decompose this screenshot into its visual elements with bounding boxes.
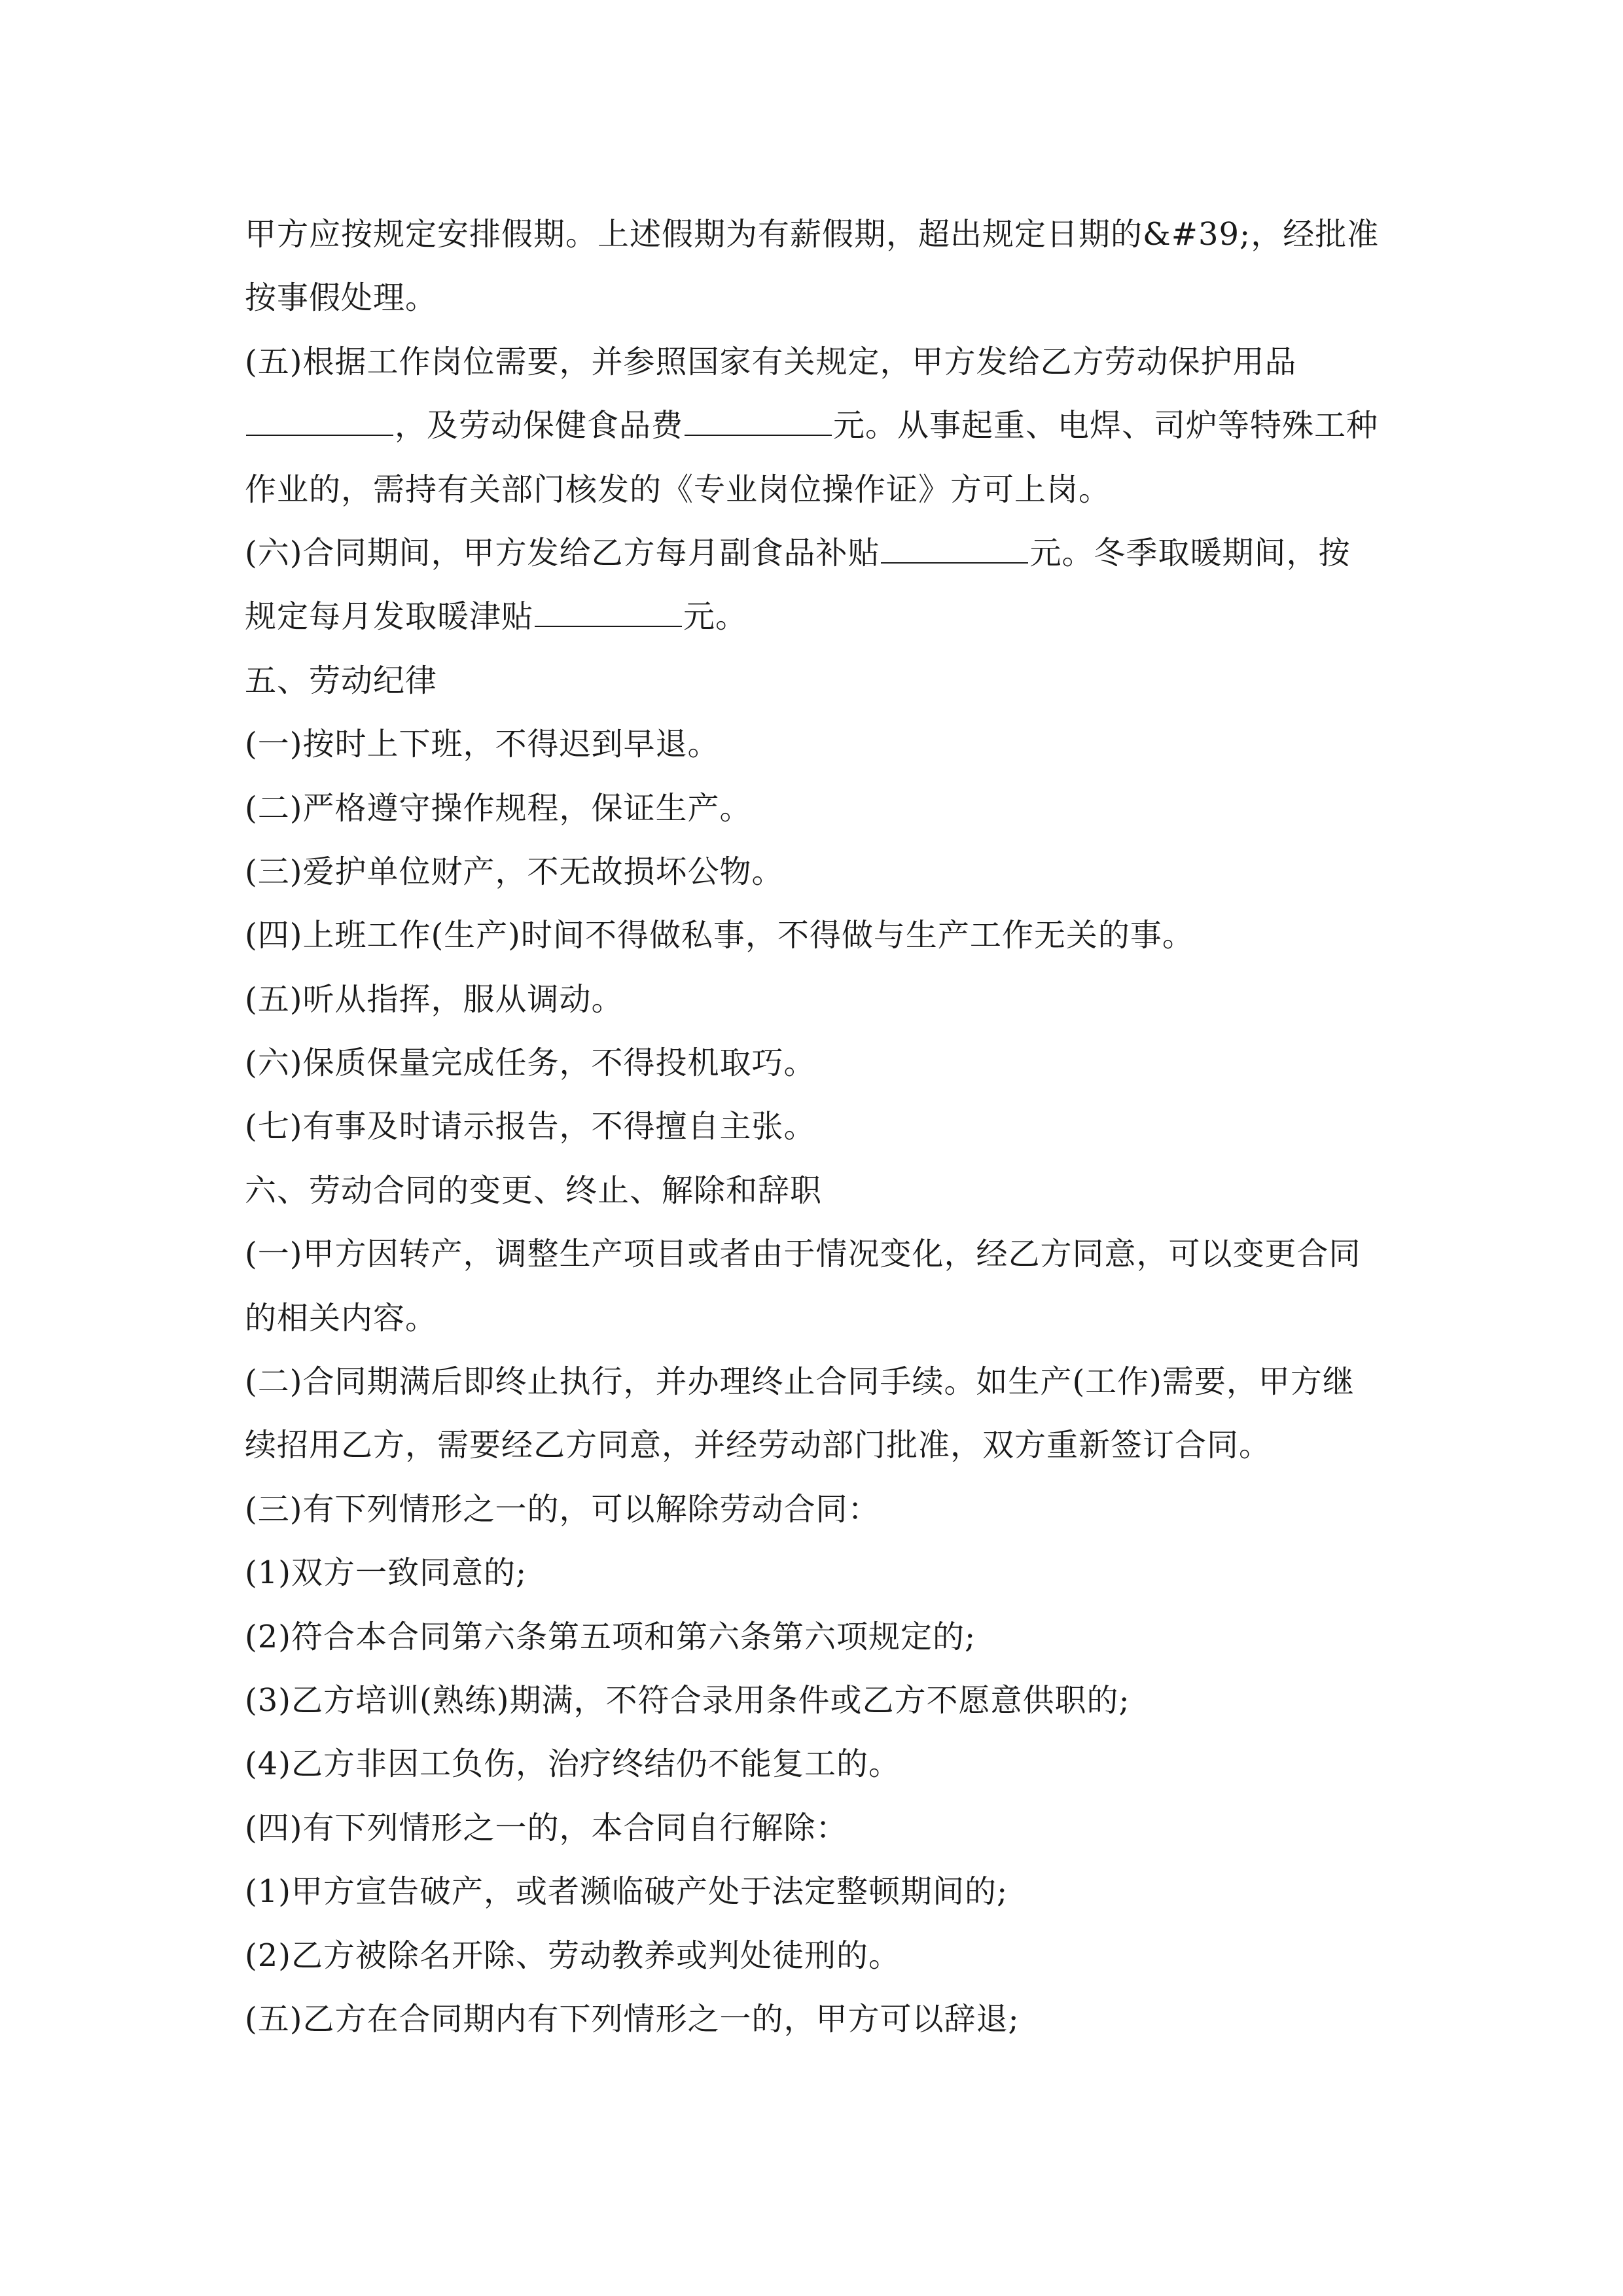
- section-heading: 五、劳动纪律: [245, 662, 438, 699]
- paragraph-line: (六)合同期间，甲方发给乙方每月副食品补贴 元。冬季取暖期间，按: [245, 534, 1351, 571]
- list-item: (五)听从指挥，服从调动。: [245, 980, 624, 1018]
- list-item: (四)上班工作(生产)时间不得做私事，不得做与生产工作无关的事。: [245, 917, 1194, 954]
- list-item: (七)有事及时请示报告，不得擅自主张。: [245, 1108, 816, 1145]
- paragraph-line: (五)根据工作岗位需要，并参照国家有关规定，甲方发给乙方劳动保护用品: [245, 343, 1297, 380]
- list-item: (二)严格遵守操作规程，保证生产。: [245, 789, 752, 827]
- list-item: (六)保质保量完成任务，不得投机取巧。: [245, 1045, 816, 1082]
- fill-in-blank: [535, 600, 682, 627]
- fill-in-blank: [881, 536, 1028, 564]
- paragraph-line: (五)乙方在合同期内有下列情形之一的，甲方可以辞退;: [245, 2000, 1020, 2037]
- paragraph-line: 续招用乙方，需要经乙方同意，并经劳动部门批准，双方重新签订合同。: [245, 1427, 1272, 1464]
- list-item: (1)甲方宣告破产，或者濒临破产处于法定整顿期间的;: [245, 1873, 1008, 1910]
- paragraph-line: (三)有下列情形之一的，可以解除劳动合同：: [245, 1490, 880, 1528]
- paragraph-line: (四)有下列情形之一的，本合同自行解除：: [245, 1809, 848, 1846]
- list-item: (一)按时上下班，不得迟到早退。: [245, 726, 720, 763]
- document-body: [245, 203, 1383, 2051]
- list-item: (3)乙方培训(熟练)期满，不符合录用条件或乙方不愿意供职的;: [245, 1681, 1130, 1719]
- paragraph-line: 按事假处理。: [245, 279, 438, 317]
- list-item: (4)乙方非因工负伤，治疗终结仍不能复工的。: [245, 1746, 901, 1783]
- list-item: (1)双方一致同意的;: [245, 1554, 527, 1592]
- paragraph-line: 的相关内容。: [245, 1299, 438, 1336]
- paragraph-line: (二)合同期满后即终止执行，并办理终止合同手续。如生产(工作)需要，甲方继: [245, 1363, 1355, 1401]
- paragraph-line: 作业的，需持有关部门核发的《专业岗位操作证》方可上岗。: [245, 471, 1111, 508]
- paragraph-line: ，及劳动保健食品费 元。从事起重、电焊、司炉等特殊工种: [245, 394, 1383, 457]
- paragraph-line: (一)甲方因转产，调整生产项目或者由于情况变化，经乙方同意，可以变更合同: [245, 1236, 1361, 1273]
- fill-in-blank: [685, 408, 832, 436]
- list-item: (三)爱护单位财产，不无故损坏公物。: [245, 853, 784, 890]
- section-heading: 六、劳动合同的变更、终止、解除和辞职: [245, 1172, 823, 1209]
- paragraph-line: 甲方应按规定安排假期。上述假期为有薪假期，超出规定日期的&#39;，经批准: [245, 216, 1380, 253]
- list-item: (2)乙方被除名开除、劳动教养或判处徒刑的。: [245, 1937, 901, 1974]
- fill-in-blank: [246, 408, 393, 436]
- paragraph-line: 规定每月发取暖津贴 元。: [245, 598, 748, 636]
- list-item: (2)符合本合同第六条第五项和第六条第六项规定的;: [245, 1618, 976, 1655]
